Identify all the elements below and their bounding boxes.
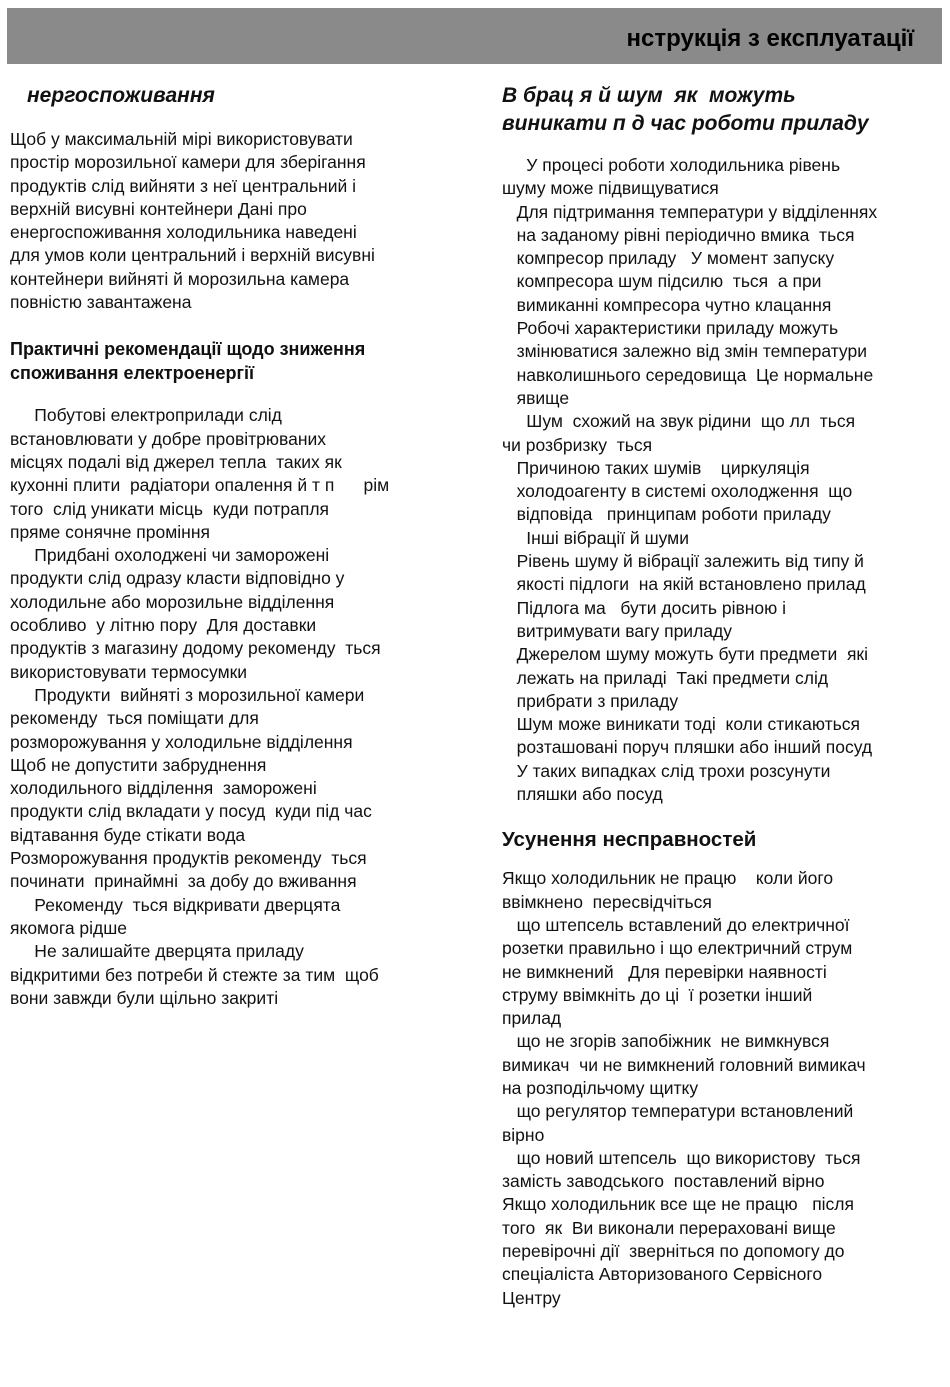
energy-heading: нергоспоживання — [27, 84, 215, 107]
energy-intro: Щоб у максимальній мірі використовувати простір морозильної камери для зберігання продуктів слід вийняти з неї центральний і верхній висувні контейнери Дані про енергоспоживання холодильника наведені для умов коли центральний і верхній висувні контейнери вийняті й морозильна камера повністю завантажена — [10, 129, 375, 313]
page-title: нструкція з експлуатації — [626, 25, 914, 52]
noise-text: У процесі роботи холодильника рівень шуму може підвищуватися Для підтримання температури у відділеннях на заданому рівні періодично вмика ться компресор приладу У момент запуску компресора шум підсилю ться а при вимиканні компресора чутно клацання Робочі характеристики приладу можуть змінюватися залежно від змін температури навколишнього середовища Це нормальне явище Шум схожий на звук рідини що лл ться чи розбризку ться Причиною таких шумів циркуляція холодоагенту в системі охолодження що відповіда принципам роботи приладу Інші вібрації й шуми Рівень шуму й вібрації залежить від типу й якості підлоги на якій встановлено прилад Підлога ма бути досить рівною і витримувати вагу приладу Джерелом шуму можуть бути предмети які лежать на приладі Такі предмети слід прибрати з приладу Шум може виникати тоді коли стикаються розташовані поруч пляшки або інший посуд У таких випадках слід трохи розсунути пляшки або посуд — [502, 155, 878, 805]
recommendations-body: Побутові електроприлади слід встановлювати у добре провітрюваних місцях подалі від джерел тепла таких як кухонні плити радіатори опалення й т п рім того слід уникати місць куди потрапля пряме сонячне проміння Придбані охолоджені чи заморожені продукти слід одразу класти відповідно у холодильне або морозильне відділення особливо у літню пору Для доставки продуктів з магазину додому рекоменду ться використовувати термосумки Продукти вийняті з морозильної камери рекоменду ться поміщати для розморожування у холодильне відділення Щоб не допустити забруднення холодильного відділення заморожені продукти слід вкладати у посуд куди під час відтавання буде стікати вода Розморожування продуктів рекоменду ться починати принаймні за добу до вживання Рекоменду ться відкривати дверцята якомога рідше Не залишайте дверцята приладу відкритими без потреби й стежте за тим щоб вони завжди були щільно закриті — [10, 405, 390, 1008]
troubleshooting-text: Якщо холодильник не працю коли його ввімкнено пересвідчіться що штепсель вставлений до електричної розетки правильно і що електричний струм не вимкнений Для перевірки наявності струму ввімкніть до ці ї розетки інший прилад що не згорів запобіжник не вимкнувся вимикач чи не вимкнений головний вимикач на розподільчому щитку що регулятор температури встановлений вірно що новий штепсель що використову ться замість заводського поставлений вірно Якщо холодильник все ще не працю після того як Ви виконали перераховані вище перевірочні дії зверніться по допомогу до спеціаліста Авторизованого Сервісного Центру — [502, 868, 866, 1308]
troubleshooting-heading: Усунення несправностей — [502, 828, 757, 852]
noise-heading: В брац я й шум як можуть виникати п д час роботи приладу — [502, 84, 869, 135]
recommendations-heading: Практичні рекомендації щодо зниження споживання електроенергії — [10, 339, 366, 384]
right-column — [502, 82, 942, 1310]
header-bar — [7, 8, 942, 64]
left-column — [10, 82, 465, 1010]
